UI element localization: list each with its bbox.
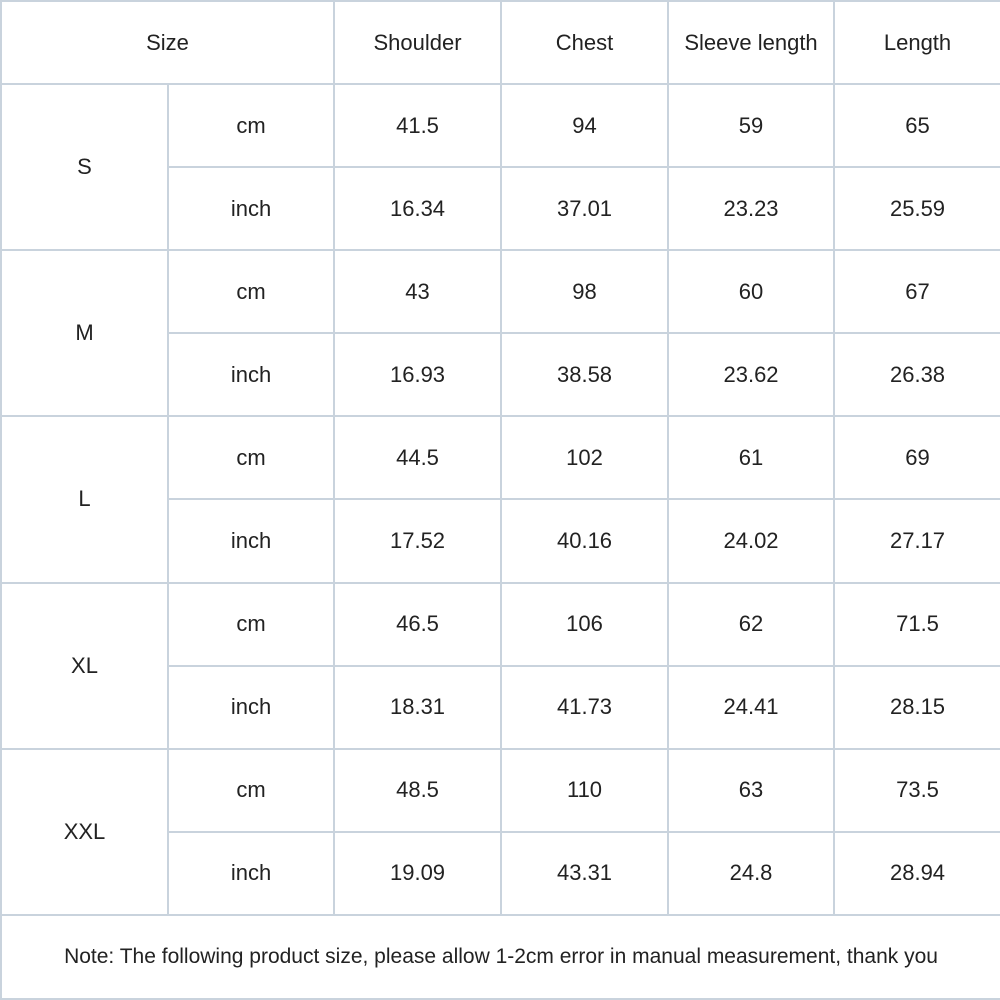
shoulder-cell: 41.5 [334,84,501,167]
size-label: XL [1,583,168,749]
sleeve-length-cell: 24.02 [668,499,834,582]
unit-cell: inch [168,333,334,416]
shoulder-cell: 19.09 [334,832,501,915]
length-cell: 71.5 [834,583,1000,666]
sleeve-length-cell: 23.23 [668,167,834,250]
sleeve-length-cell: 60 [668,250,834,333]
chest-cell: 110 [501,749,668,832]
chest-cell: 106 [501,583,668,666]
size-label: XXL [1,749,168,915]
header-chest: Chest [501,1,668,84]
shoulder-cell: 16.93 [334,333,501,416]
shoulder-cell: 48.5 [334,749,501,832]
chest-cell: 38.58 [501,333,668,416]
header-sleeve-length: Sleeve length [668,1,834,84]
shoulder-cell: 44.5 [334,416,501,499]
unit-cell: inch [168,167,334,250]
table-row [1,84,1000,167]
shoulder-cell: 17.52 [334,499,501,582]
length-cell: 27.17 [834,499,1000,582]
unit-cell: inch [168,499,334,582]
unit-cell: cm [168,583,334,666]
measurement-note: Note: The following product size, please allow 1-2cm error in manual measurement, thank you [1,915,1000,999]
unit-cell: cm [168,416,334,499]
header-length: Length [834,1,1000,84]
length-cell: 28.94 [834,832,1000,915]
size-label: L [1,416,168,582]
chest-cell: 94 [501,84,668,167]
header-shoulder: Shoulder [334,1,501,84]
header-size: Size [1,1,334,84]
chest-cell: 43.31 [501,832,668,915]
length-cell: 73.5 [834,749,1000,832]
unit-cell: cm [168,84,334,167]
length-cell: 26.38 [834,333,1000,416]
header-row [1,1,1000,84]
length-cell: 69 [834,416,1000,499]
shoulder-cell: 18.31 [334,666,501,749]
table-row [1,416,1000,499]
shoulder-cell: 16.34 [334,167,501,250]
length-cell: 67 [834,250,1000,333]
note-row [1,915,1000,999]
sleeve-length-cell: 61 [668,416,834,499]
chest-cell: 41.73 [501,666,668,749]
sleeve-length-cell: 63 [668,749,834,832]
chest-cell: 40.16 [501,499,668,582]
unit-cell: inch [168,666,334,749]
size-label: M [1,250,168,416]
shoulder-cell: 46.5 [334,583,501,666]
chest-cell: 37.01 [501,167,668,250]
table-row [1,749,1000,832]
sleeve-length-cell: 24.8 [668,832,834,915]
length-cell: 65 [834,84,1000,167]
unit-cell: inch [168,832,334,915]
table-row [1,250,1000,333]
unit-cell: cm [168,749,334,832]
chest-cell: 98 [501,250,668,333]
sleeve-length-cell: 23.62 [668,333,834,416]
length-cell: 28.15 [834,666,1000,749]
shoulder-cell: 43 [334,250,501,333]
unit-cell: cm [168,250,334,333]
sleeve-length-cell: 62 [668,583,834,666]
sleeve-length-cell: 59 [668,84,834,167]
sleeve-length-cell: 24.41 [668,666,834,749]
table-row [1,583,1000,666]
size-label: S [1,84,168,250]
length-cell: 25.59 [834,167,1000,250]
chest-cell: 102 [501,416,668,499]
